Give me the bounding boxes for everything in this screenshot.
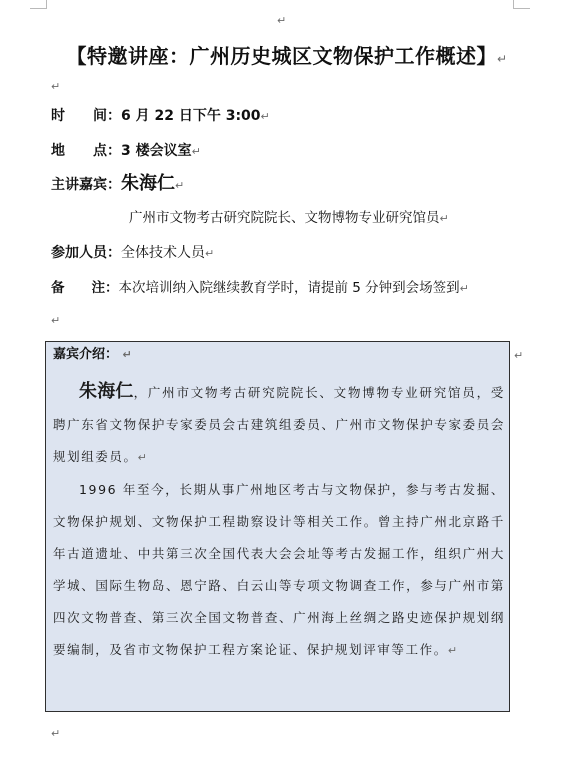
paragraph-mark: ↵	[514, 349, 524, 362]
document-title	[0, 40, 574, 69]
speaker-title-line: 广州市文物考古研究院院长、文物博物专业研究馆员	[129, 210, 440, 226]
page-corner-mark-left	[30, 0, 47, 9]
place-label: 地 点：	[51, 143, 121, 159]
remarks-row	[51, 278, 469, 299]
speaker-row	[51, 174, 184, 196]
guest-intro-box	[45, 341, 510, 712]
paragraph-mark: ↵	[447, 644, 459, 657]
attendees-value: 全体技术人员	[121, 245, 205, 261]
place-row	[51, 141, 201, 162]
document-title-text: 【特邀讲座：广州历史城区文物保护工作概述】	[66, 44, 497, 68]
paragraph-mark: ↵	[51, 727, 61, 740]
intro-paragraph-2	[53, 474, 505, 667]
paragraph-mark: ↵	[51, 314, 61, 327]
paragraph-mark: ↵	[122, 348, 132, 361]
remarks-value: 本次培训纳入院继续教育学时，请提前 5 分钟到会场签到	[118, 280, 460, 296]
intro-paragraph-2-text: 1996 年至今，长期从事广州地区考古与文物保护，参与考古发掘、文物保护规划、文物保护工程勘察设计等相关工作。曾主持广州北京路千年古道遗址、中共第三次全国代表大会会址等考古发掘工作，组织广州大学城、国际生物岛、恩宁路、白云山等专项文物调查工作，参与广州市第四次文物普查、第三次全国文物普查、广州海上丝绸之路史迹保护规划纲要编制，及省市文物保护工程方案论证、保护规划评审等工作。	[53, 482, 505, 657]
intro-bio	[53, 376, 505, 667]
speaker-label: 主讲嘉宾：	[51, 177, 121, 193]
paragraph-mark: ↵	[439, 212, 449, 225]
time-row	[51, 106, 270, 127]
place-value: 3 楼会议室	[121, 143, 192, 159]
paragraph-mark: ↵	[191, 145, 201, 158]
paragraph-mark: ↵	[137, 451, 149, 464]
attendees-row	[51, 243, 214, 264]
paragraph-mark: ↵	[496, 52, 508, 66]
paragraph-mark: ↵	[277, 14, 287, 27]
remarks-label: 备 注：	[51, 280, 119, 296]
time-label: 时 间：	[51, 108, 121, 124]
intro-name: 朱海仁	[79, 381, 134, 402]
speaker-name: 朱海仁	[121, 173, 175, 194]
intro-paragraph-1	[53, 376, 505, 474]
paragraph-mark: ↵	[175, 179, 185, 192]
intro-paragraph-1-text: ，广州市文物考古研究院院长、文物博物专业研究馆员，受聘广东省文物保护专家委员会古建筑组委员、广州市文物保护专家委员会规划组委员。	[53, 385, 505, 464]
paragraph-mark: ↵	[459, 282, 469, 295]
paragraph-mark: ↵	[260, 110, 270, 123]
paragraph-mark: ↵	[205, 247, 215, 260]
page-corner-mark-right	[513, 0, 530, 9]
time-value: 6 月 22 日下午 3:00	[121, 108, 261, 124]
intro-heading	[53, 345, 132, 365]
paragraph-mark: ↵	[51, 80, 61, 93]
speaker-title-row	[129, 208, 449, 229]
intro-heading-text: 嘉宾介绍：	[53, 347, 119, 362]
attendees-label: 参加人员：	[51, 245, 121, 261]
